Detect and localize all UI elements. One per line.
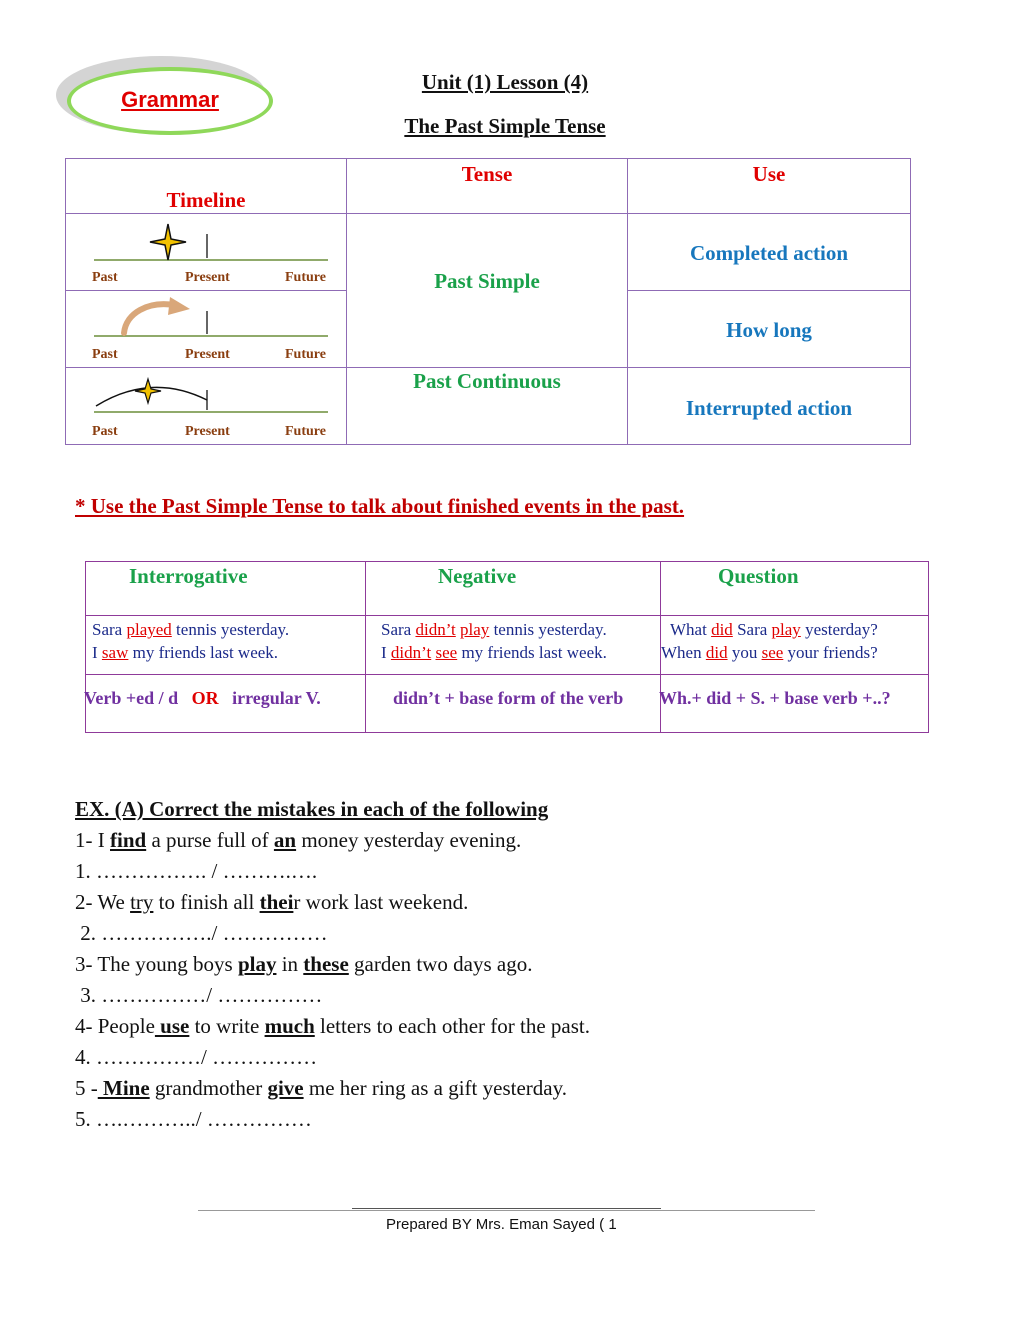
example-sentence — [92, 618, 365, 641]
verb: did — [711, 620, 733, 639]
text: Sara — [381, 620, 416, 639]
past-simple-label: Past Simple — [434, 269, 540, 293]
label-past: Past — [92, 347, 118, 362]
text: a purse full of — [146, 828, 274, 852]
use-completed: Completed action — [689, 241, 849, 265]
mistake-word: find — [110, 828, 147, 852]
question-formula: Wh.+ did + S. + base verb +..? — [659, 688, 891, 708]
text: 1- I — [75, 828, 110, 852]
verb: didn’t — [390, 643, 432, 662]
text: to finish all — [153, 890, 260, 914]
answer-line-3[interactable]: 3. ……………/ …………… — [75, 983, 323, 1007]
past-continuous-cell — [347, 368, 628, 445]
interrogative-formula — [84, 688, 365, 709]
timeline-completed-diagram — [66, 214, 347, 272]
text: I — [92, 643, 102, 662]
text: yesterday? — [800, 620, 878, 639]
use-howlong-cell — [628, 291, 911, 368]
text: garden two days ago. — [348, 952, 533, 976]
timeline-labels — [66, 424, 346, 442]
formula-part: Verb +ed / d — [84, 688, 179, 708]
exercise-item-4 — [75, 1011, 590, 1042]
negative-examples — [366, 616, 661, 675]
grammar-badge — [67, 67, 273, 135]
negative-formula-cell — [366, 675, 661, 733]
timeline-header-cell — [66, 159, 347, 214]
interrogative-examples — [86, 616, 366, 675]
tense-table — [65, 158, 911, 445]
footer-credit: Prepared BY Mrs. Eman Sayed ( 1 — [386, 1216, 617, 1233]
label-future: Future — [285, 270, 326, 285]
text: tennis yesterday. — [171, 620, 290, 639]
use-interrupted-cell — [628, 368, 911, 445]
text: in — [276, 952, 304, 976]
past-simple-cell — [347, 214, 628, 368]
text: r work last weekend. — [293, 890, 469, 914]
example-sentence — [381, 618, 660, 641]
example-sentence — [661, 618, 928, 641]
exercise-item-1 — [75, 825, 590, 856]
example-sentence — [92, 641, 365, 664]
text: Sara — [732, 620, 772, 639]
mistake-word: thei — [259, 890, 294, 914]
mistake-word: try — [130, 890, 154, 914]
interrogative-formula-cell — [86, 675, 366, 733]
exercise-item-2 — [75, 887, 590, 918]
mistake-word: much — [264, 1014, 315, 1038]
grammar-badge-label: Grammar — [121, 87, 219, 112]
text: letters to each other for the past. — [314, 1014, 590, 1038]
mistake-word: these — [303, 952, 349, 976]
verb: see — [435, 643, 458, 662]
label-past: Past — [92, 270, 118, 285]
timeline-howlong-cell — [66, 291, 347, 368]
text: 5 - — [75, 1076, 98, 1100]
negative-header-cell — [366, 562, 661, 616]
verb: did — [705, 643, 728, 662]
answer-line-1[interactable]: 1. ……………. / ……….…. — [75, 859, 318, 883]
footer-divider — [352, 1208, 661, 1209]
exercise-item-5 — [75, 1073, 590, 1104]
tense-header: Tense — [461, 162, 513, 186]
verb: play — [771, 620, 801, 639]
answer-line-2[interactable]: 2. ……………./ …………… — [75, 921, 328, 945]
text: grandmother — [149, 1076, 268, 1100]
timeline-interrupted-cell — [66, 368, 347, 445]
verb: play — [460, 620, 490, 639]
formula-part: irregular V. — [232, 688, 321, 708]
past-continuous-label: Past Continuous — [413, 369, 561, 393]
text: What — [670, 620, 712, 639]
example-sentence — [381, 641, 660, 664]
mistake-word: use — [154, 1014, 190, 1038]
use-completed-cell — [628, 214, 911, 291]
tense-header-cell — [347, 159, 628, 214]
mistake-word: give — [267, 1076, 304, 1100]
answer-line-4[interactable]: 4. ……………/ …………… — [75, 1045, 318, 1069]
label-past: Past — [92, 424, 118, 439]
mistake-word: play — [237, 952, 277, 976]
topic-title: The Past Simple Tense — [404, 114, 606, 138]
star-icon — [135, 379, 161, 403]
text: my friends last week. — [457, 643, 607, 662]
text: 2- We — [75, 890, 131, 914]
mistake-word: Mine — [97, 1076, 150, 1100]
forms-table — [85, 561, 929, 733]
timeline-labels — [66, 347, 346, 365]
example-sentence — [661, 641, 928, 664]
label-future: Future — [285, 424, 326, 439]
label-present: Present — [185, 347, 230, 362]
text: When — [661, 643, 706, 662]
text: me her ring as a gift yesterday. — [303, 1076, 567, 1100]
mistake-word: an — [273, 828, 297, 852]
timeline-completed-cell — [66, 214, 347, 291]
formula-or: OR — [191, 688, 219, 708]
question-header-cell — [661, 562, 929, 616]
question-header: Question — [718, 564, 799, 588]
timeline-howlong-diagram — [66, 291, 347, 349]
timeline-header: Timeline — [166, 188, 246, 212]
use-interrupted: Interrupted action — [685, 396, 853, 420]
label-present: Present — [185, 270, 230, 285]
rule-note: * Use the Past Simple Tense to talk about finished events in the past. — [75, 494, 685, 518]
verb: played — [126, 620, 172, 639]
use-header-cell — [628, 159, 911, 214]
timeline-labels — [66, 270, 346, 288]
verb: saw — [101, 643, 129, 662]
text: money yesterday evening. — [296, 828, 522, 852]
interrogative-header-cell — [86, 562, 366, 616]
text: Sara — [92, 620, 127, 639]
text: your friends? — [783, 643, 878, 662]
text: 3- The young boys — [75, 952, 238, 976]
text: tennis yesterday. — [489, 620, 607, 639]
star-icon — [150, 224, 186, 260]
exercise-a — [75, 794, 590, 1135]
label-future: Future — [285, 347, 326, 362]
use-header: Use — [752, 162, 786, 186]
text: I — [381, 643, 391, 662]
label-present: Present — [185, 424, 230, 439]
exercise-item-3 — [75, 949, 590, 980]
question-formula-cell — [661, 675, 929, 733]
answer-line-5[interactable]: 5. ….………../ …………… — [75, 1107, 312, 1131]
timeline-interrupted-diagram — [66, 368, 347, 426]
text: 4- People — [75, 1014, 155, 1038]
verb: didn’t — [415, 620, 456, 639]
text: you — [727, 643, 762, 662]
text: to write — [189, 1014, 265, 1038]
arrow-icon — [168, 297, 190, 315]
question-examples — [661, 616, 929, 675]
text: my friends last week. — [128, 643, 279, 662]
use-how-long: How long — [726, 318, 812, 342]
negative-formula: didn’t + base form of the verb — [393, 688, 624, 708]
exercise-title: EX. (A) Correct the mistakes in each of the following — [75, 797, 549, 821]
negative-header: Negative — [438, 564, 517, 588]
footer-divider — [198, 1210, 815, 1211]
interrogative-header: Interrogative — [129, 564, 248, 588]
lesson-title: Unit (1) Lesson (4) — [421, 70, 589, 94]
verb: see — [761, 643, 784, 662]
